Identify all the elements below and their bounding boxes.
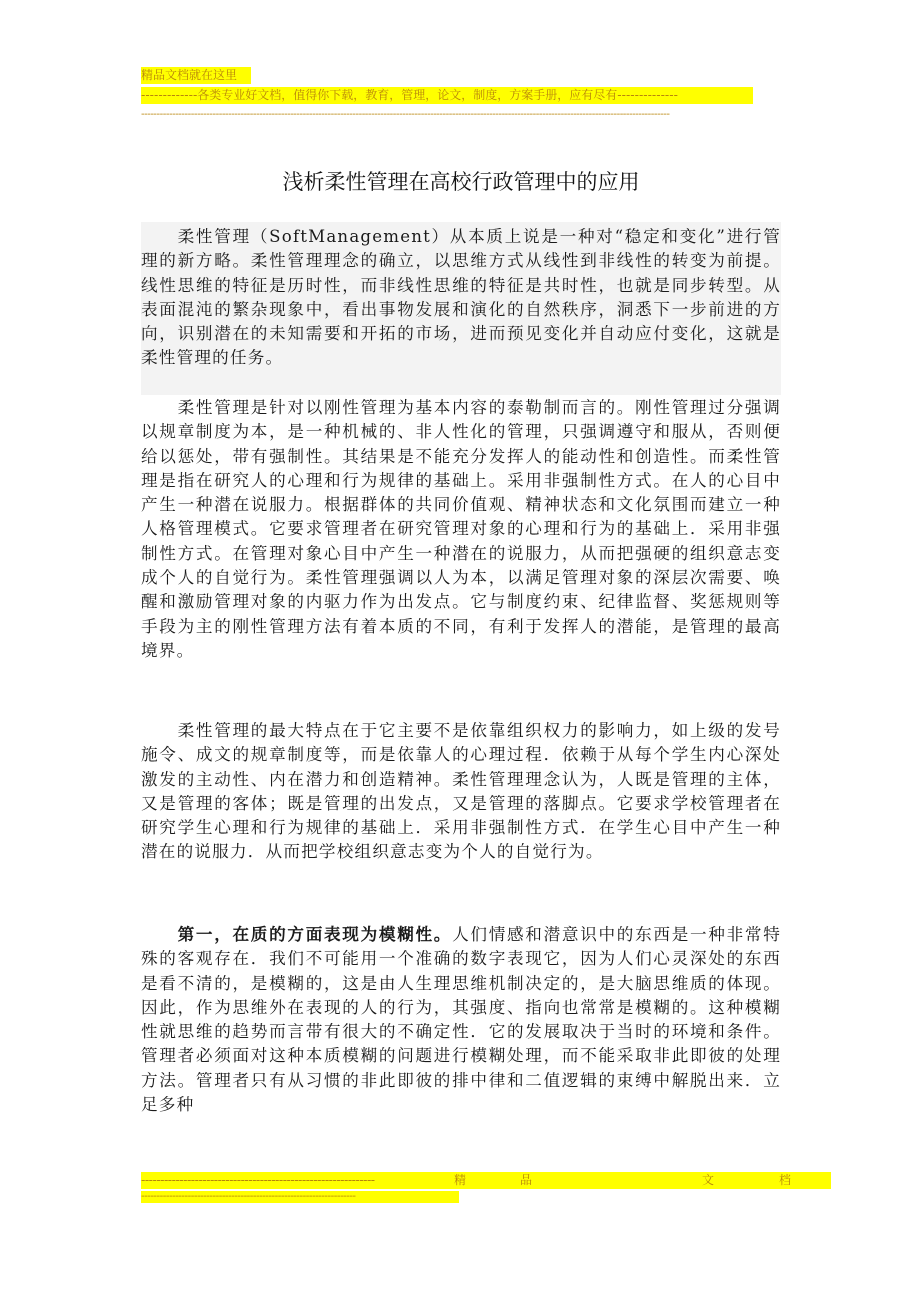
paragraph-2: 柔性管理是针对以刚性管理为基本内容的泰勒制而言的。刚性管理过分强调以规章制度为本，是一种机械的、非人性化的管理，只强调遵守和服从，否则便给以惩处，带有强制性。其结果是不能充分发挥人的能动性和创造性。而柔性管理是指在研究人的心理和行为规律的基础上。采用非强制性方式。在人的心目中产生一种潜在说服力。根据群体的共同价值观、精神状态和文化氛围而建立一种人格管理模式。它要求管理者在研究管理对象的心理和行为的基础上．采用非强制性方式。在管理对象心目中产生一种潜在的说服力，从而把强硬的组织意志变成个人的自觉行为。柔性管理强调以人为本，以满足管理对象的深层次需要、唤醒和激励管理对象的内驱力作为出发点。它与制度约束、纪律监督、奖惩规则等手段为主的刚性管理方法有着本质的不同，有利于发挥人的潜能，是管理的最高境界。 — [141, 398, 781, 660]
footer-word-3: 文 — [702, 1173, 715, 1187]
footer-word-4: 档 — [779, 1173, 792, 1187]
page-title: 浅析柔性管理在高校行政管理中的应用 — [282, 170, 640, 194]
footer-word-2: 品 — [520, 1173, 533, 1187]
header-tagline: 精品文档就在这里 — [141, 67, 251, 84]
paragraph-3: 柔性管理的最大特点在于它主要不是依靠组织权力的影响力，如上级的发号施令、成文的规章制度等，而是依靠人的心理过程．依赖于从每个学生内心深处激发的主动性、内在潜力和创造精神。柔性管理理念认为，人既是管理的主体，又是管理的客体；既是管理的出发点，又是管理的落脚点。它要求学校管理者在研究学生心理和行为规律的基础上．采用非强制性方式．在学生心目中产生一种潜在的说服力．从而把学校组织意志变为个人的自觉行为。 — [141, 721, 781, 862]
footer-dash: ------------------------------------------------------------- — [141, 1173, 375, 1187]
footer-banner — [141, 1172, 831, 1189]
header-divider: -------------------------------------------------------------------------------------------------------------------------------------------------------------------------- — [141, 109, 670, 120]
footer-divider: --------------------------------------------------------------------- — [141, 1191, 459, 1203]
footer-word-1: 精 — [454, 1173, 467, 1187]
header-banner: -------------各类专业好文档，值得你下载，教育，管理，论文，制度，方案手册，应有尽有-------------- — [141, 87, 753, 104]
paragraph-4-body: 人们情感和潜意识中的东西是一种非常特殊的客观存在．我们不可能用一个准确的数字表现它，因为人们心灵深处的东西是看不清的，是模糊的，这是由人生理思维机制决定的，是大脑思维质的体现。因此，作为思维外在表现的人的行为，其强度、指向也常常是模糊的。这种模糊性就思维的趋势而言带有很大的不确定性．它的发展取决于当时的环境和条件。管理者必须面对这种本质模糊的问题进行模糊处理，而不能采取非此即彼的处理方法。管理者只有从习惯的非此即彼的排中律和二值逻辑的束缚中解脱出来．立足多种 — [141, 925, 781, 1115]
paragraph-4 — [141, 922, 781, 1117]
paragraph-1: 柔性管理（SoftManagement）从本质上说是一种对“稳定和变化”进行管理的新方略。柔性管理理念的确立，以思维方式从线性到非线性的转变为前提。线性思维的特征是历时性，而非线性思维的特征是共时性，也就是同步转型。从表面混沌的繁杂现象中，看出事物发展和演化的自然秩序，洞悉下一步前进的方向，识别潜在的未知需要和开拓的市场，进而预见变化并自动应付变化，这就是柔性管理的任务。 — [141, 222, 781, 395]
paragraph-4-lead: 第一，在质的方面表现为模糊性。 — [141, 924, 453, 944]
